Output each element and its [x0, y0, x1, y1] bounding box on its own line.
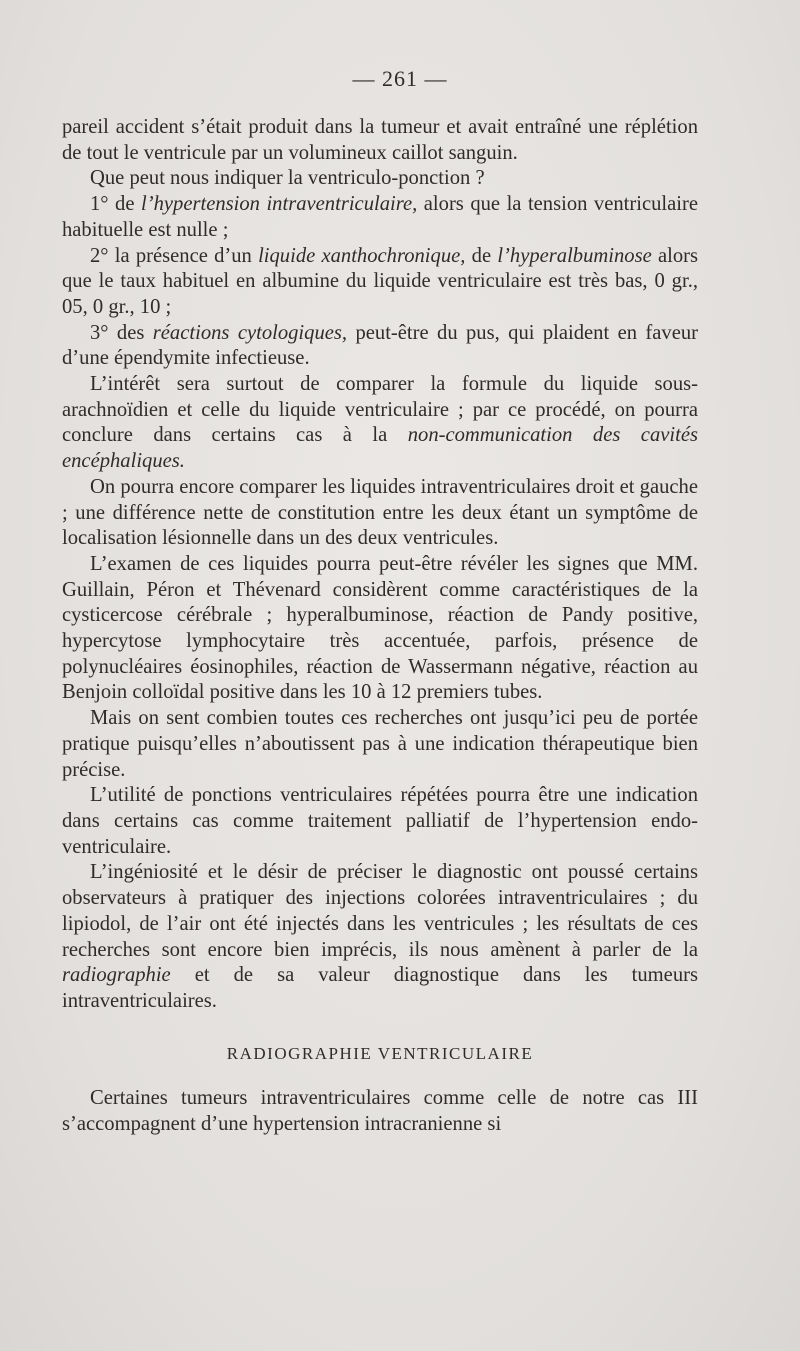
- section-heading: RADIOGRAPHIE VENTRICULAIRE: [226, 1043, 534, 1063]
- paragraph-4: [62, 244, 698, 321]
- text-run: L’examen de ces liquides pourra peut-être révéler les signes que MM. Guillain, Péron et Thévenard considèrent comme caractéristiques de la cysticercose cérébrale ; hyperalbuminose, réaction de Pandy positive, hypercytose lymphocytaire très accentuée, parfois, présence de polynucléaires éosinophiles, réaction de Wassermann négative, réaction au Benjoin colloïdal positive dans les 10 à 12 premiers tubes.: [62, 552, 698, 704]
- text-run: Mais on sent combien toutes ces recherches ont jusqu’ici peu de portée pratique puisqu’elles n’aboutissent pas à une indication thérapeutique bien précise.: [62, 707, 698, 781]
- page-number: — 261 —: [352, 66, 448, 91]
- body-text: [62, 115, 698, 1138]
- italic-run: l’hypertension intraventriculaire,: [141, 193, 418, 216]
- text-run: On pourra encore comparer les liquides intraventriculaires droit et gauche ; une différence nette de constitution entre les deux étant un symptôme de localisation lésionnelle dans un des deux ventricules.: [62, 475, 698, 550]
- text-run: de: [465, 244, 498, 267]
- paragraph-5: [62, 321, 698, 372]
- paragraph-10: [62, 783, 698, 860]
- text-run: 2° la présence d’un: [90, 244, 259, 267]
- italic-run: radiographie: [62, 964, 171, 987]
- italic-run: réactions cytologiques,: [152, 321, 348, 344]
- text-run: 1° de: [90, 193, 141, 216]
- paragraph-11: [62, 860, 698, 1014]
- text-run: Que peut nous indiquer la ventriculo-ponction ?: [90, 167, 485, 190]
- italic-run: l’hyperalbuminose: [497, 244, 652, 267]
- text-run: pareil accident s’était produit dans la tumeur et avait entraîné une réplétion de tout le ventricule par un volumineux caillot sanguin.: [62, 116, 698, 164]
- italic-run: non-communication des cavités encéphaliques.: [62, 424, 698, 473]
- italic-run: liquide xanthochronique,: [258, 244, 466, 267]
- text-run: 3° des: [90, 321, 153, 344]
- text-run: L’ingéniosité et le désir de préciser le diagnostic ont poussé certains observateurs à pratiquer des injections colorées intraventriculaires ; du lipiodol, de l’air ont été injectés dans les ventricules ; les résultats de ces recherches sont encore bien imprécis, ils nous amènent à parler de la: [62, 861, 698, 961]
- text-run: L’utilité de ponctions ventriculaires répétées pourra être une indication dans certains cas comme traitement palliatif de l’hypertension endo-ventriculaire.: [62, 784, 698, 858]
- paragraph-3: [62, 192, 698, 243]
- text-run: alors que le taux habituel en albumine du liquide ventriculaire est très bas, 0 gr., 05, 0 gr., 10 ;: [62, 244, 699, 318]
- text-run: alors que la tension ventriculaire habituelle est nulle ;: [62, 193, 698, 241]
- final-paragraph: Certaines tumeurs intraventriculaires comme celle de notre cas III s’accompagnent d’une hypertension intracranienne si: [62, 1087, 698, 1136]
- paragraph-1: [62, 115, 698, 166]
- text-run: peut-être du pus, qui plaident en faveur d’une épendymite infectieuse.: [62, 321, 699, 370]
- paragraph-9: [62, 706, 698, 783]
- text-run: et de sa valeur diagnostique dans les tumeurs intraventriculaires.: [62, 964, 698, 1012]
- paragraph-8: [62, 552, 698, 706]
- paragraph-6: [62, 372, 698, 475]
- text-run: L’intérêt sera surtout de comparer la formule du liquide sous-arachnoïdien et celle du liquide ventriculaire ; par ce procédé, on pourra conclure dans certains cas à la: [62, 373, 698, 447]
- paragraph-7: [62, 475, 698, 552]
- paragraph-2: [62, 166, 698, 192]
